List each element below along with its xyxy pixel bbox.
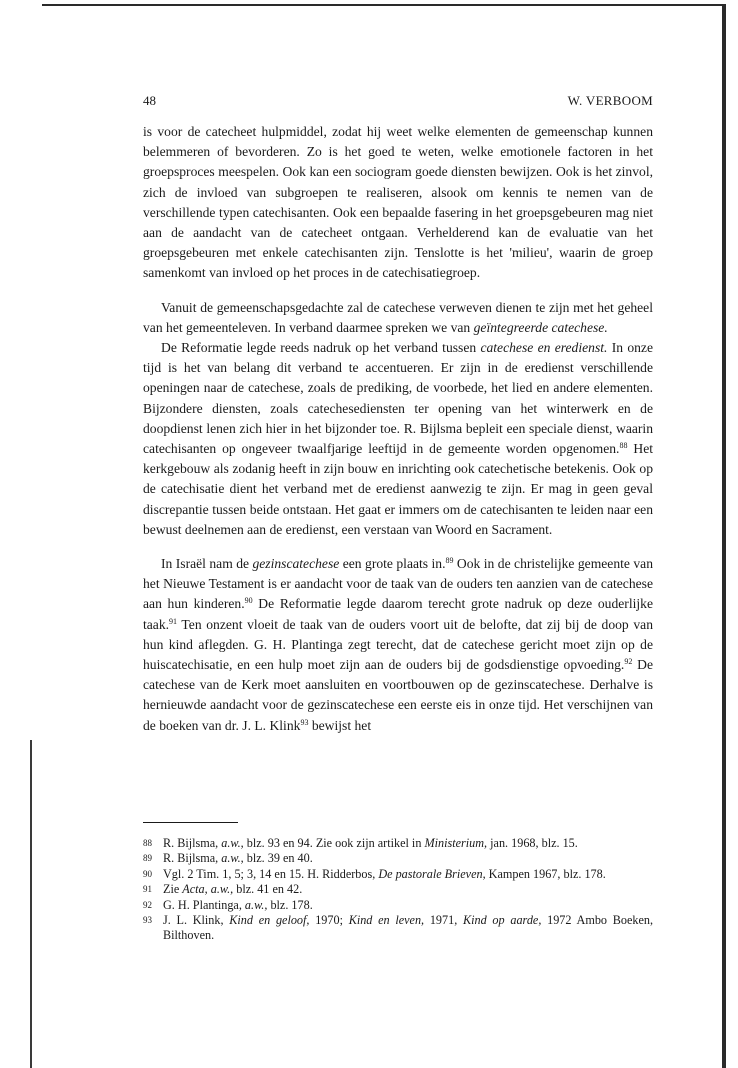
emphasis: Acta, a.w., <box>182 882 234 897</box>
emphasis: Ministerium, <box>424 836 488 850</box>
footnote-number: 92 <box>143 899 152 910</box>
footnote-92 <box>143 898 653 913</box>
paragraph-group-process <box>143 122 653 284</box>
emphasis: geïntegreerde catechese. <box>473 319 608 335</box>
text-run: blz. 93 en 94. Zie ook zijn artikel in <box>243 836 425 850</box>
paragraph-gap <box>143 284 653 298</box>
text-run: De catechese van de Kerk moet aansluiten en voortbouwen op de gezinscatechese. Derhalve is hernieuwde aandacht voor de gezinscatechese een eerste eis in onze tijd. Het verschijnen van de boeken van dr. J. L. Klink <box>143 657 654 733</box>
text-run: 1970; <box>309 913 349 928</box>
text-run: J. L. Klink, <box>163 913 230 928</box>
text-run: R. Bijlsma, <box>163 836 222 850</box>
footnote-ref-89: 89 <box>445 556 454 566</box>
paragraph-integrated-catechesis <box>143 298 653 338</box>
paragraph-gap <box>143 540 653 554</box>
emphasis: a.w., <box>221 851 244 866</box>
text-run: een grote plaats in. <box>339 556 446 572</box>
emphasis: Kind en geloof, <box>229 913 310 928</box>
footnote-ref-90: 90 <box>244 596 253 606</box>
footnote-number: 89 <box>143 853 152 864</box>
text-run: blz. 39 en 40. <box>243 851 313 866</box>
paragraph-family-catechesis <box>143 554 653 736</box>
scan-edge-right <box>722 4 726 1068</box>
text-run: blz. 41 en 42. <box>233 882 303 897</box>
page-number: 48 <box>143 93 156 108</box>
footnote-ref-88: 88 <box>619 441 628 451</box>
footnote-rule <box>143 822 238 823</box>
footnote-89 <box>143 851 653 866</box>
emphasis: gezinscatechese <box>252 556 340 572</box>
text-run: In onze tijd is het van belang dit verband te accentueren. Er zijn in de eredienst verschillende openingen naar de catechese, zoals de prediking, de voorbede, het lied en andere elementen. Bijzondere diensten, zoals catechesediensten ter opening van het winterwerk en de doopdienst lenen zich hier in het bijzonder toe. R. Bijlsma bepleit een speciale dienst, waarin catechisanten op ongeveer twaalfjarige leeftijd in de gemeente worden opgenomen. <box>143 340 653 457</box>
body-text <box>143 122 653 736</box>
text-run: bewijst het <box>308 717 372 733</box>
footnote-number: 90 <box>143 868 152 879</box>
text-run: blz. 178. <box>267 897 313 912</box>
text-run: De Reformatie legde reeds nadruk op het verband tussen <box>161 340 481 356</box>
text-run: In Israël nam de <box>161 556 253 572</box>
text-run: G. H. Plantinga, <box>163 897 245 912</box>
footnote-number: 93 <box>143 915 152 926</box>
text-run: Het kerkgebouw als zodanig heeft in zijn bouw en inrichting ook catechetische betekenis. Ook op de catechisatie dient het verband met de eredienst aanwezig te zijn. Er mag in geen geval discrepantie tussen beide ontstaan. Het gaat er immers om de catechisanten te leiden naar een bewust deelnemen aan de eredienst, een verstaan van Woord en Sacrament. <box>143 441 654 537</box>
emphasis: catechese en eredienst. <box>480 340 608 356</box>
footnote-91 <box>143 882 653 897</box>
text-run: Ook in de christelijke gemeente van het Nieuwe Testament is er aandacht voor de taak van de ouders ten aanzien van de catechese aan hun kinderen. <box>143 556 653 612</box>
footnote-number: 88 <box>143 838 152 848</box>
emphasis: Kind en leven, <box>348 913 425 928</box>
footnote-93 <box>143 913 653 944</box>
footnote-88 <box>143 836 653 851</box>
footnote-ref-92: 92 <box>624 657 633 667</box>
footnote-90 <box>143 867 653 882</box>
text-run: Vanuit de gemeenschapsgedachte zal de catechese verweven dienen te zijn met het geheel van het gemeenteleven. In verband daarmee spreken we van <box>143 299 653 335</box>
footnote-number: 91 <box>143 884 152 895</box>
page-header <box>143 93 653 111</box>
text-run: Kampen 1967, blz. 178. <box>485 866 606 881</box>
scan-edge-left <box>30 740 32 1068</box>
text-run: Vgl. 2 Tim. 1, 5; 3, 14 en 15. H. Ridderbos, <box>163 866 379 881</box>
text-run: Zie <box>163 882 183 897</box>
emphasis: a.w., <box>244 897 268 912</box>
text-run: jan. 1968, blz. 15. <box>487 836 578 850</box>
text-run: R. Bijlsma, <box>163 851 222 866</box>
text-run: De Reformatie legde daarom terecht grote nadruk op deze ouderlijke taak. <box>143 596 653 632</box>
footnote-ref-91: 91 <box>169 616 178 626</box>
emphasis: Kind op aarde, <box>463 913 542 928</box>
running-head-author: W. VERBOOM <box>567 93 653 108</box>
text-run: 1972 Ambo Boeken, Bilthoven. <box>163 913 654 943</box>
text-run: is voor de catecheet hulpmiddel, zodat hij weet welke elementen de gemeenschap kunnen belemmeren of bevorderen. Zo is het goed te weten, welke emotionele factoren in het groepsproces meespelen. Ook kan een sociogram goede diensten bewijzen. Ook is het zinvol, zich de invloed van subgroepen te realiseren, alsook om kennis te nemen van de verschillende typen catechisanten. Ook een bepaalde fasering in het groepsgebeuren mag niet aan de aandacht van de catecheet ontgaan. Verhelderend kan de evaluatie van het groepsgebeuren met enkele catechisanten zijn. Tenslotte is het 'milieu', waarin de groep samenkomt van invloed op het proces in de catechisatiegroep. <box>143 124 653 281</box>
footnotes <box>143 836 653 944</box>
emphasis: a.w., <box>221 836 244 850</box>
footnote-ref-93: 93 <box>300 717 309 727</box>
scan-edge-top <box>42 4 724 6</box>
paragraph-catechesis-worship <box>143 338 653 540</box>
emphasis: De pastorale Brieven, <box>378 866 486 881</box>
text-run: Ten onzent vloeit de taak van de ouders voort uit de belofte, dat zij bij de doop van hun kind aflegden. G. H. Plantinga zegt terecht, dat de catechese gericht moet zijn op de huiscatechisatie, en een hulp moet zijn aan de ouders bij de godsdienstige opvoeding. <box>143 616 653 673</box>
text-run: 1971, <box>424 913 463 928</box>
